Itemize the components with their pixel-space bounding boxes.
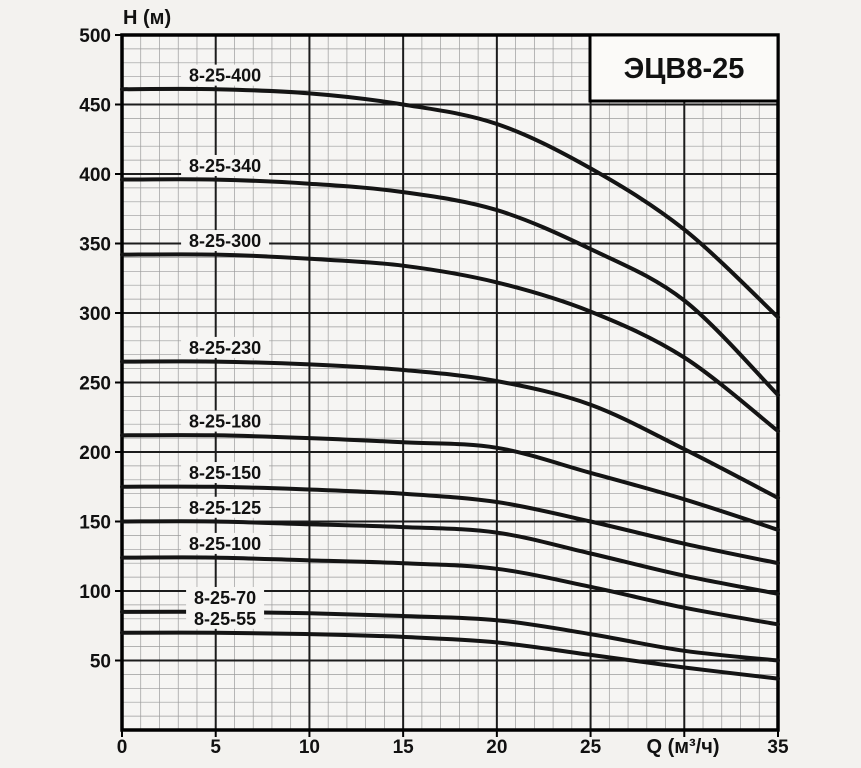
chart-title: ЭЦВ8-25 — [623, 53, 745, 85]
x-tick-label: 15 — [392, 737, 414, 758]
curve-label-8-25-400: 8-25-400 — [189, 65, 262, 86]
y-tick-label: 500 — [79, 26, 111, 47]
curve-label-8-25-180: 8-25-180 — [189, 411, 262, 432]
x-tick-label: 25 — [580, 737, 602, 758]
x-tick-label: 35 — [767, 737, 789, 758]
x-tick-label: 5 — [210, 737, 222, 758]
curve-label-8-25-150: 8-25-150 — [189, 463, 262, 484]
x-tick-label: 20 — [486, 737, 508, 758]
y-tick-label: 400 — [79, 165, 111, 186]
x-tick-label: 0 — [116, 737, 128, 758]
curve-label-8-25-125: 8-25-125 — [189, 497, 262, 518]
curve-label-8-25-230: 8-25-230 — [189, 337, 262, 358]
y-tick-label: 300 — [79, 304, 111, 325]
y-tick-label: 250 — [79, 373, 111, 395]
curve-label-8-25-300: 8-25-300 — [189, 231, 262, 252]
y-tick-label: 100 — [79, 582, 111, 603]
y-axis-title: H (м) — [123, 7, 172, 29]
curve-label-8-25-100: 8-25-100 — [189, 533, 262, 554]
y-tick-label: 450 — [79, 95, 111, 117]
curve-label-8-25-70: 8-25-70 — [194, 587, 257, 608]
curve-label-8-25-55: 8-25-55 — [194, 608, 257, 629]
y-tick-label: 150 — [79, 512, 111, 534]
curve-label-8-25-340: 8-25-340 — [189, 155, 262, 176]
x-axis-title: Q (м³/ч) — [646, 736, 720, 758]
y-tick-label: 200 — [79, 443, 111, 464]
y-tick-label: 50 — [89, 651, 111, 673]
x-tick-label: 10 — [298, 737, 320, 758]
y-tick-label: 350 — [79, 234, 111, 256]
